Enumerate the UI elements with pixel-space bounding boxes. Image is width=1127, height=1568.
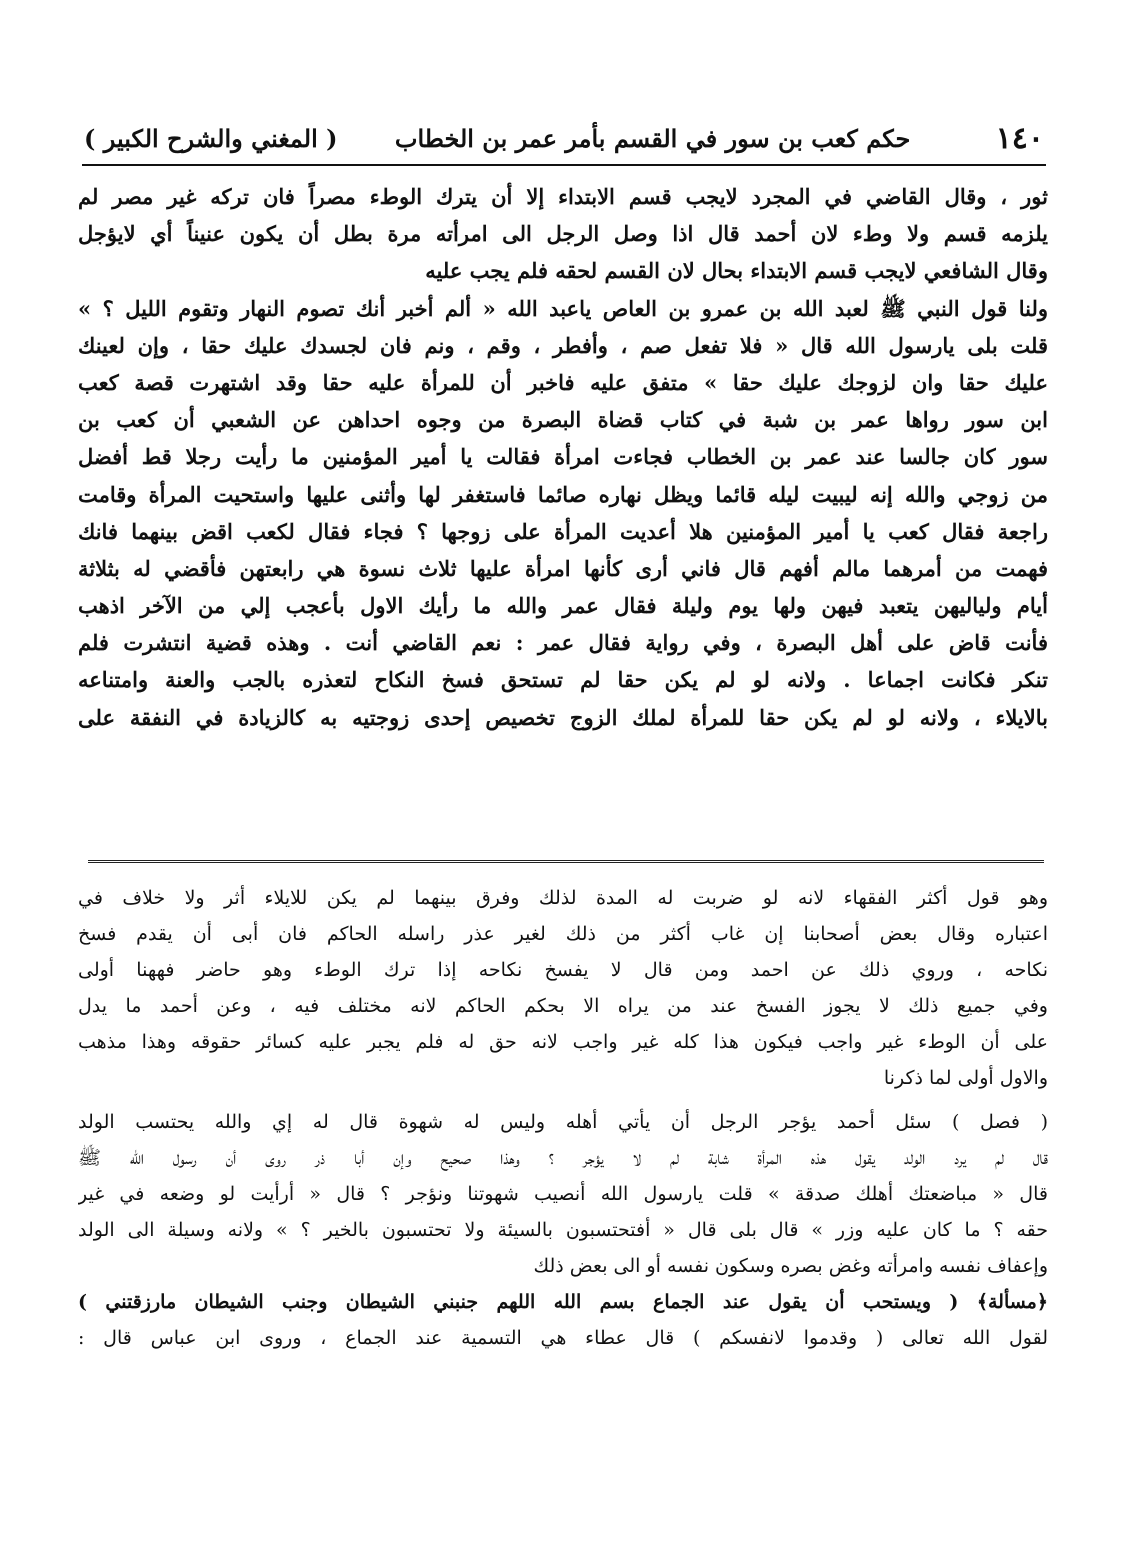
main-text-line: ولنا قول النبي ﷺ لعبد الله بن عمرو بن العاص ياعبد الله « ألم أخبر أنك تصوم النهار وتقوم الليل ؟ » [78,295,1048,321]
main-text-line: يلزمه قسم ولا وطء لان أحمد قال اذا وصل الرجل الى امرأته مرة بطل أن يكون عنيناً أي لايؤجل [78,221,1048,247]
main-text-line: من زوجي والله إنه ليبيت ليله قائما ويظل نهاره صائما فاستغفر لها وأثنى عليها واستحيت المرأة وقامت [78,481,1048,507]
fasl-line: حقه ؟ ما كان عليه وزر » قال بلى قال « أفتحتسبون بالسيئة ولا تحتسبون بالخير ؟ » ولانه وسيلة الى الولد [78,1219,1048,1241]
fasl-line: وإعفاف نفسه وامرأته وغض بصره وسكون نفسه أو الى بعض ذلك [533,1255,1048,1277]
commentary-line: نكاحه ، وروي ذلك عن احمد ومن قال لا يفسخ نكاحه إذا ترك الوطء وهو حاضر فههنا أولى [78,959,1048,981]
main-text-line: ابن سور رواها عمر بن شبة في كتاب قضاة البصرة من وجوه احداهن عن الشعبي أن كعب بن [78,407,1048,433]
main-text-line: فهمت من أمرهما مالم أفهم قال فاني أرى كأنها امرأة عليها ثلاث نسوة هي رابعتهن فأقضي له بثلاثة [78,555,1048,581]
main-text-line: سور كان جالسا عند عمر بن الخطاب فجاءت امرأة فقالت يا أمير المؤمنين ما رأيت رجلا قط أفضل [78,444,1048,470]
fasl-line: ( فصل ) سئل أحمد يؤجر الرجل أن يأتي أهله وليس له شهوة قال له إي والله يحتسب الولد [78,1111,1048,1133]
commentary-line: وهو قول أكثر الفقهاء لانه لو ضربت له المدة لذلك وفرق بينهما لم يكن للايلاء أثر ولا خلاف في [78,887,1048,909]
header-rule [82,164,1046,166]
main-text-line: راجعة فقال كعب يا أمير المؤمنين هلا أعديت المرأة على زوجها ؟ فجاء فقال لكعب اقض بينهما فانك [78,518,1048,544]
main-text-line: تنكر فكانت اجماعا . ولانه لو لم يكن حقا لم تستحق فسخ النكاح لتعذره بالجب والعنة وامتناعه [78,667,1048,693]
main-text-line: قلت بلى يارسول الله قال « فلا تفعل صم ، وأفطر ، وقم ، ونم فان لجسدك عليك حقا ، وإن لعينك [78,332,1048,358]
chapter-title: حكم كعب بن سور في القسم بأمر عمر بن الخطاب [394,123,911,153]
paragraph-gap [78,1096,1048,1104]
main-text-line: بالايلاء ، ولانه لو لم يكن حقا للمرأة لملك الزوج تخصيص إحدى زوجتيه به كالزيادة في النفقة على [78,704,1048,730]
commentary-line: على أن الوطء غير واجب فيكون هذا كله غير واجب لانه حق له فلم يجبر عليه كسائر حقوقه وهذا مذهب [78,1031,1048,1053]
main-text-line: عليك حقا وان لزوجك عليك حقا » متفق عليه فاخبر أن للمرأة عليه حقا وقد اشتهرت قصة كعب [78,369,1048,395]
book-title: ( المغني والشرح الكبير ) [84,123,338,153]
main-text-line: ثور ، وقال القاضي في المجرد لايجب قسم الابتداء إلا أن يترك الوطء مصراً فان تركه غير مصر لم [78,184,1048,209]
main-text-line: أيام ولياليهن يتعبد فيهن ولها يوم وليلة فقال عمر والله ما رأيك الاول بأعجب إلي من الآخر اذهب [78,593,1048,619]
masala-line: ﴿مسألة﴾ ( ويستحب أن يقول عند الجماع بسم الله اللهم جنبني الشيطان وجنب الشيطان مارزقتني ) [78,1291,1048,1313]
main-text-line: فأنت قاض على أهل البصرة ، وفي رواية فقال عمر : نعم القاضي أنت . وهذه قضية انتشرت فلم [78,630,1048,656]
page-header [84,112,1044,164]
page-number: ١٤٠ [995,120,1044,156]
main-text [78,178,1048,850]
commentary-line: والاول أولى لما ذكرنا [883,1067,1048,1089]
commentary-line: اعتباره وقال بعض أصحابنا إن غاب أكثر من ذلك لغير عذر راسله الحاكم فان أبى أن يقدم فسخ [78,923,1048,945]
fasl-line: قال « مباضعتك أهلك صدقة » قلت يارسول الله أنصيب شهوتنا ونؤجر ؟ قال « أرأيت لو وضعه في غير [78,1183,1048,1205]
section-divider [88,860,1044,863]
main-text-line: وقال الشافعي لايجب قسم الابتداء بحال لان القسم لحقه فلم يجب عليه [425,258,1048,284]
final-line: لقول الله تعالى ( وقدموا لانفسكم ) قال عطاء هي التسمية عند الجماع ، وروى ابن عباس قال : [78,1327,1048,1349]
commentary-text [78,880,1048,1500]
commentary-line: وفي جميع ذلك لا يجوز الفسخ عند من يراه الا بحكم الحاكم لانه مختلف فيه ، وعن أحمد ما يدل [78,995,1048,1017]
fasl-line: قال لم يرد الولد يقول هذه المرأة شابة لم لا يؤجر ؟ وهذا صحيح وإن أبا ذر روى أن رسول الله ﷺ [78,1147,1048,1169]
